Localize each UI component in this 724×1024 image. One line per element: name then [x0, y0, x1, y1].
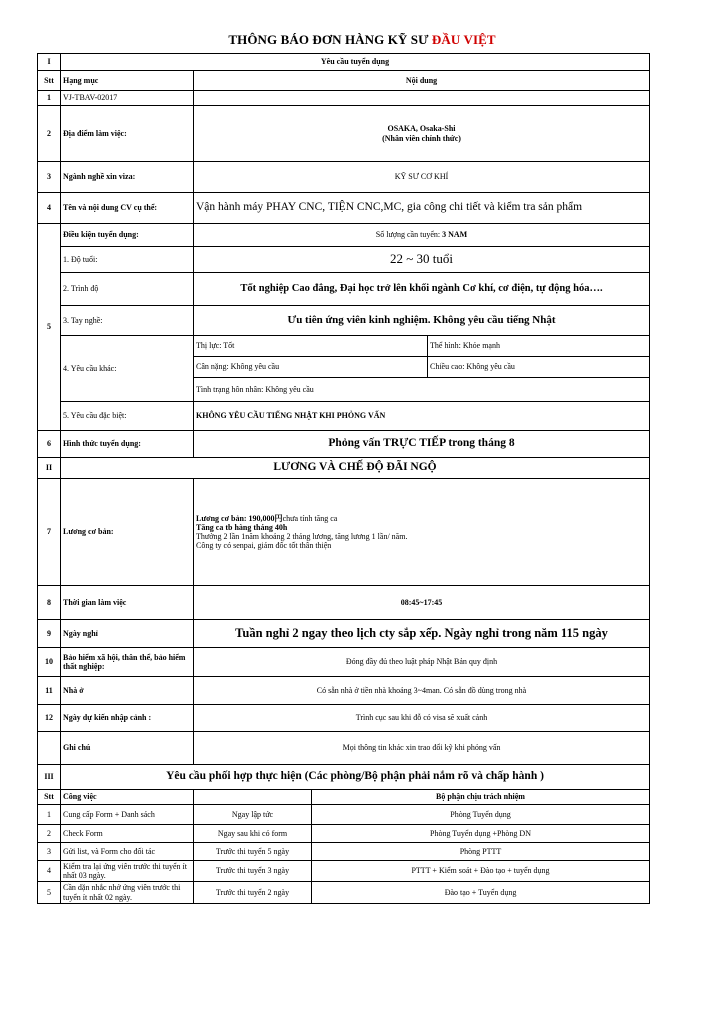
row-10 — [38, 648, 650, 677]
row-5-no: 5 — [38, 224, 61, 431]
note-row — [38, 732, 650, 765]
row-8-no: 8 — [38, 586, 61, 620]
recruit-quantity: 3 NAM — [442, 230, 468, 240]
insurance-value: Đóng đầy đủ theo luật pháp Nhật Bản quy định — [194, 648, 650, 677]
section-1-no: I — [38, 54, 61, 71]
task-no: 1 — [38, 805, 61, 825]
base-salary: Lương cơ bản: 190,000円 — [196, 513, 283, 523]
workplace-location: OSAKA, Osaka-Shi — [387, 124, 456, 134]
row-11-no: 11 — [38, 677, 61, 705]
marital-value: Tình trạng hôn nhân: Không yêu cầu — [194, 378, 650, 402]
skill-label: 3. Tay nghề: — [61, 306, 194, 336]
physique-value: Thể hình: Khỏe mạnh — [428, 336, 650, 357]
salary-value — [194, 479, 650, 586]
age-label: 1. Độ tuổi: — [61, 247, 194, 273]
section-3-no: III — [38, 765, 61, 790]
header-3-task: Công việc — [61, 790, 194, 805]
row-2-no: 2 — [38, 106, 61, 162]
row-11 — [38, 677, 650, 705]
row-3-no: 3 — [38, 162, 61, 193]
task-row — [38, 805, 650, 825]
job-description-value: Vận hành máy PHAY CNC, TIỆN CNC,MC, gia công chi tiết và kiểm tra sản phẩm — [194, 193, 650, 224]
row-6-no: 6 — [38, 431, 61, 458]
row-5-skill — [38, 306, 650, 336]
row-7-label: Lương cơ bản: — [61, 479, 194, 586]
row-7 — [38, 479, 650, 586]
task-name: Check Form — [61, 825, 194, 843]
row-5-other-1 — [38, 336, 650, 357]
task-name: Cung cấp Form + Danh sách — [61, 805, 194, 825]
row-6 — [38, 431, 650, 458]
row-4-no: 4 — [38, 193, 61, 224]
row-6-label: Hình thức tuyển dụng: — [61, 431, 194, 458]
row-5-conditions — [38, 224, 650, 247]
conditions-prefix: Số lượng cần tuyển: — [375, 230, 443, 240]
row-5-age — [38, 247, 650, 273]
header-row — [38, 71, 650, 91]
section-3-title: Yêu cầu phối hợp thực hiện (Các phòng/Bộ phận phải nắm rõ và chấp hành ) — [61, 765, 650, 790]
note-no — [38, 732, 61, 765]
eyesight-value: Thị lực: Tốt — [194, 336, 428, 357]
working-hours-value: 08:45~17:45 — [194, 586, 650, 620]
document-title — [0, 32, 724, 48]
recruit-method-value: Phỏng vấn TRỰC TIẾP trong tháng 8 — [194, 431, 650, 458]
row-12-no: 12 — [38, 705, 61, 732]
row-12 — [38, 705, 650, 732]
header-3-when — [194, 790, 312, 805]
task-row — [38, 882, 650, 904]
row-8-label: Thời gian làm việc — [61, 586, 194, 620]
education-label: 2. Trình độ — [61, 273, 194, 306]
entry-date-value: Trình cục sau khi đỗ có visa sẽ xuất cảnh — [194, 705, 650, 732]
row-4 — [38, 193, 650, 224]
row-7-no: 7 — [38, 479, 61, 586]
row-12-label: Ngày dự kiến nhập cảnh : — [61, 705, 194, 732]
conditions-label: Điều kiện tuyển dụng: — [61, 224, 194, 247]
row-5-education — [38, 273, 650, 306]
visa-field-value: KỸ SƯ CƠ KHÍ — [194, 162, 650, 193]
header-category: Hạng mục — [61, 71, 194, 91]
skill-value: Ưu tiên ứng viên kinh nghiệm. Không yêu cầu tiếng Nhật — [194, 306, 650, 336]
header-3-stt: Stt — [38, 790, 61, 805]
section-1-row — [38, 54, 650, 71]
task-no: 4 — [38, 861, 61, 882]
row-4-label: Tên và nội dung CV cụ thể: — [61, 193, 194, 224]
task-when: Trước thi tuyển 2 ngày — [194, 882, 312, 904]
row-9 — [38, 620, 650, 648]
header-stt: Stt — [38, 71, 61, 91]
task-name: Cần dặn nhắc nhở ứng viên trước thi tuyển ít nhất 02 ngày. — [61, 882, 194, 904]
task-no: 3 — [38, 843, 61, 861]
row-9-label: Ngày nghỉ — [61, 620, 194, 648]
header-3-responsible: Bộ phận chịu trách nhiệm — [312, 790, 650, 805]
task-when: Trước thi tuyển 3 ngày — [194, 861, 312, 882]
workplace-value — [194, 106, 650, 162]
row-1 — [38, 91, 650, 106]
height-value: Chiều cao: Không yêu cầu — [428, 357, 650, 378]
age-value: 22 ~ 30 tuổi — [194, 247, 650, 273]
task-name: Gửi list, và Form cho đối tác — [61, 843, 194, 861]
weight-value: Cân nặng: Không yêu cầu — [194, 357, 428, 378]
order-table — [37, 53, 650, 904]
task-when: Ngay sau khi có form — [194, 825, 312, 843]
housing-value: Có sẵn nhà ở tiền nhà khoảng 3~4man. Có sẵn đồ dùng trong nhà — [194, 677, 650, 705]
base-salary-note: chưa tính tăng ca — [282, 513, 338, 523]
section-2-row — [38, 458, 650, 479]
row-11-label: Nhà ở — [61, 677, 194, 705]
task-when: Trước thi tuyển 5 ngày — [194, 843, 312, 861]
row-3 — [38, 162, 650, 193]
task-no: 5 — [38, 882, 61, 904]
task-dept: PTTT + Kiểm soát + Đào tạo + tuyển dụng — [312, 861, 650, 882]
task-row — [38, 861, 650, 882]
days-off-value: Tuần nghỉ 2 ngay theo lịch cty sắp xếp. Ngày nghỉ trong năm 115 ngày — [194, 620, 650, 648]
section-2-no: II — [38, 458, 61, 479]
row-1-content — [194, 91, 650, 106]
header-content: Nội dung — [194, 71, 650, 91]
task-when: Ngay lập tức — [194, 805, 312, 825]
row-10-label: Bảo hiểm xã hội, thân thể, bảo hiểm thất nghiệp: — [61, 648, 194, 677]
section-3-row — [38, 765, 650, 790]
task-name: Kiểm tra lại ứng viên trước thi tuyển ít nhất 03 ngày. — [61, 861, 194, 882]
row-2 — [38, 106, 650, 162]
special-value: KHÔNG YÊU CẦU TIẾNG NHẬT KHI PHỎNG VẤN — [194, 402, 650, 431]
row-2-label: Địa điểm làm việc: — [61, 106, 194, 162]
conditions-value — [194, 224, 650, 247]
row-8 — [38, 586, 650, 620]
special-label: 5. Yêu cầu đặc biệt: — [61, 402, 194, 431]
row-1-code: VJ-TBAV-02017 — [61, 91, 194, 106]
task-row — [38, 825, 650, 843]
employment-type: (Nhân viên chính thức) — [382, 133, 461, 143]
section-1-title: Yêu cầu tuyển dụng — [61, 54, 650, 71]
title-brand: ĐẦU VIỆT — [431, 32, 496, 47]
task-row — [38, 843, 650, 861]
task-dept: Đào tạo + Tuyển dụng — [312, 882, 650, 904]
section-2-title: LƯƠNG VÀ CHẾ ĐỘ ĐÃI NGỘ — [61, 458, 650, 479]
note-label: Ghi chú — [61, 732, 194, 765]
other-label: 4. Yêu cầu khác: — [61, 336, 194, 402]
company-line: Công ty có senpai, giám đốc tốt thân thiện — [196, 541, 332, 551]
education-value: Tốt nghiệp Cao đẳng, Đại học trở lên khối ngành Cơ khí, cơ điện, tự động hóa…. — [194, 273, 650, 306]
title-prefix: THÔNG BÁO ĐƠN HÀNG KỸ SƯ — [228, 32, 432, 47]
note-value: Mọi thông tin khác xin trao đổi kỹ khi phỏng vấn — [194, 732, 650, 765]
task-dept: Phòng PTTT — [312, 843, 650, 861]
task-dept: Phòng Tuyển dụng — [312, 805, 650, 825]
header-3-row — [38, 790, 650, 805]
row-5-special — [38, 402, 650, 431]
task-dept: Phòng Tuyển dụng +Phòng DN — [312, 825, 650, 843]
bonus-line: Thưởng 2 lần 1năm khoảng 2 tháng lương, tăng lương 1 lần/ năm. — [196, 532, 408, 541]
task-no: 2 — [38, 825, 61, 843]
overtime-line: Tăng ca tb hàng tháng 40h — [196, 522, 288, 532]
row-10-no: 10 — [38, 648, 61, 677]
row-3-label: Ngành nghề xin viza: — [61, 162, 194, 193]
row-9-no: 9 — [38, 620, 61, 648]
row-1-no: 1 — [38, 91, 61, 106]
